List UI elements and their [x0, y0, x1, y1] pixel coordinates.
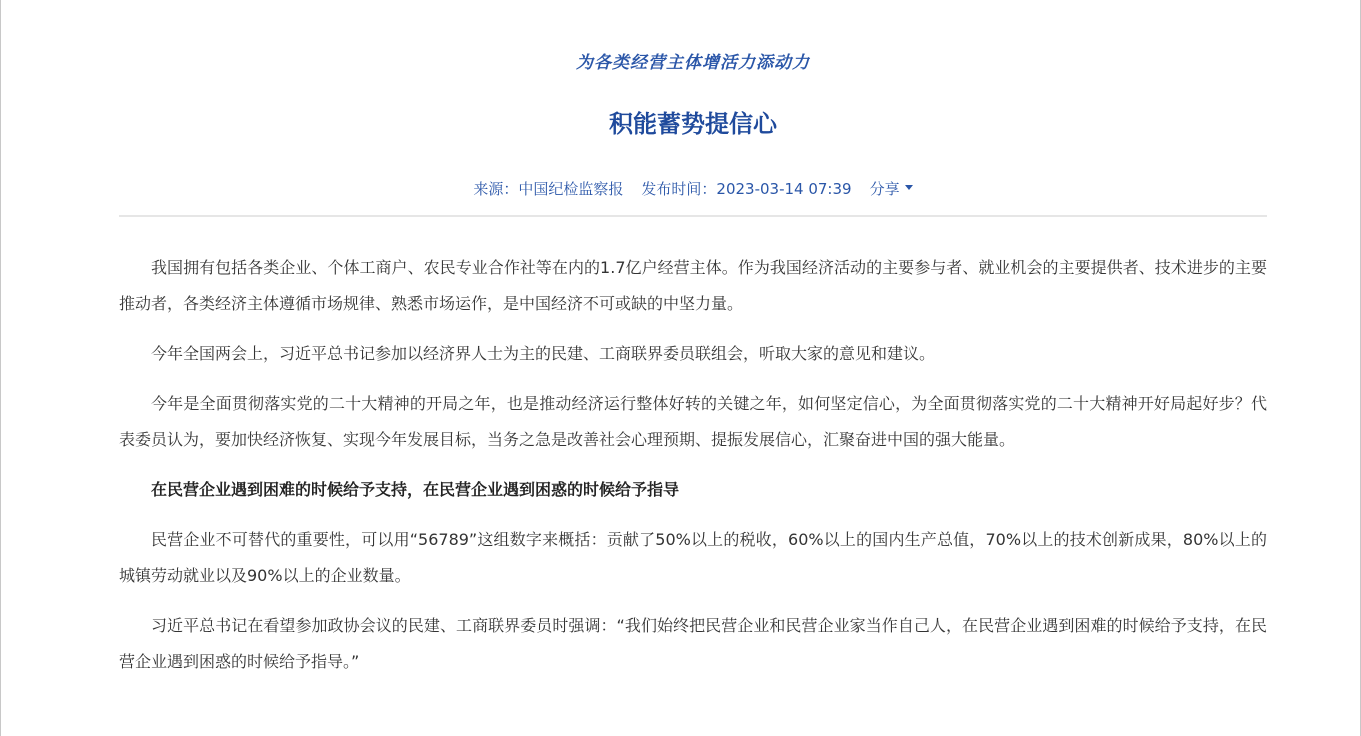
window-border-left — [0, 0, 1, 736]
article-paragraph: 民营企业不可替代的重要性，可以用“56789”这组数字来概括：贡献了50%以上的税收，60%以上的国内生产总值，70%以上的技术创新成果，80%以上的城镇劳动就业以及90%以上的企业数量。 — [119, 530, 1267, 585]
article-paragraph: 习近平总书记在看望参加政协会议的民建、工商联界委员时强调：“我们始终把民营企业和民营企业家当作自己人，在民营企业遇到困难的时候给予支持，在民营企业遇到困惑的时候给予指导。” — [119, 616, 1267, 671]
article-source: 来源：中国纪检监察报 — [473, 180, 624, 198]
share-button[interactable] — [870, 178, 913, 199]
article-meta — [119, 178, 1267, 199]
article-subtitle: 为各类经营主体增活力添动力 — [576, 53, 810, 73]
article-publish-time: 发布时间：2023-03-14 07:39 — [641, 180, 852, 198]
article-body — [119, 250, 1267, 694]
article-paragraph: 我国拥有包括各类企业、个体工商户、农民专业合作社等在内的1.7亿户经营主体。作为我国经济活动的主要参与者、就业机会的主要提供者、技术进步的主要推动者，各类经济主体遵循市场规律、熟悉市场运作，是中国经济不可或缺的中坚力量。 — [119, 258, 1267, 313]
article-paragraph: 今年全国两会上，习近平总书记参加以经济界人士为主的民建、工商联界委员联组会，听取大家的意见和建议。 — [151, 344, 936, 363]
share-label: 分享 — [869, 180, 900, 198]
section-heading: 在民营企业遇到困难的时候给予支持，在民营企业遇到困惑的时候给予指导 — [151, 480, 680, 499]
header-divider — [119, 215, 1267, 217]
article-paragraph: 今年是全面贯彻落实党的二十大精神的开局之年，也是推动经济运行整体好转的关键之年，如何坚定信心，为全面贯彻落实党的二十大精神开好局起好步？代表委员认为，要加快经济恢复、实现今年发展目标，当务之急是改善社会心理预期、提振发展信心，汇聚奋进中国的强大能量。 — [119, 394, 1267, 449]
caret-down-icon — [905, 185, 913, 190]
article-title: 积能蓄势提信心 — [609, 110, 777, 138]
